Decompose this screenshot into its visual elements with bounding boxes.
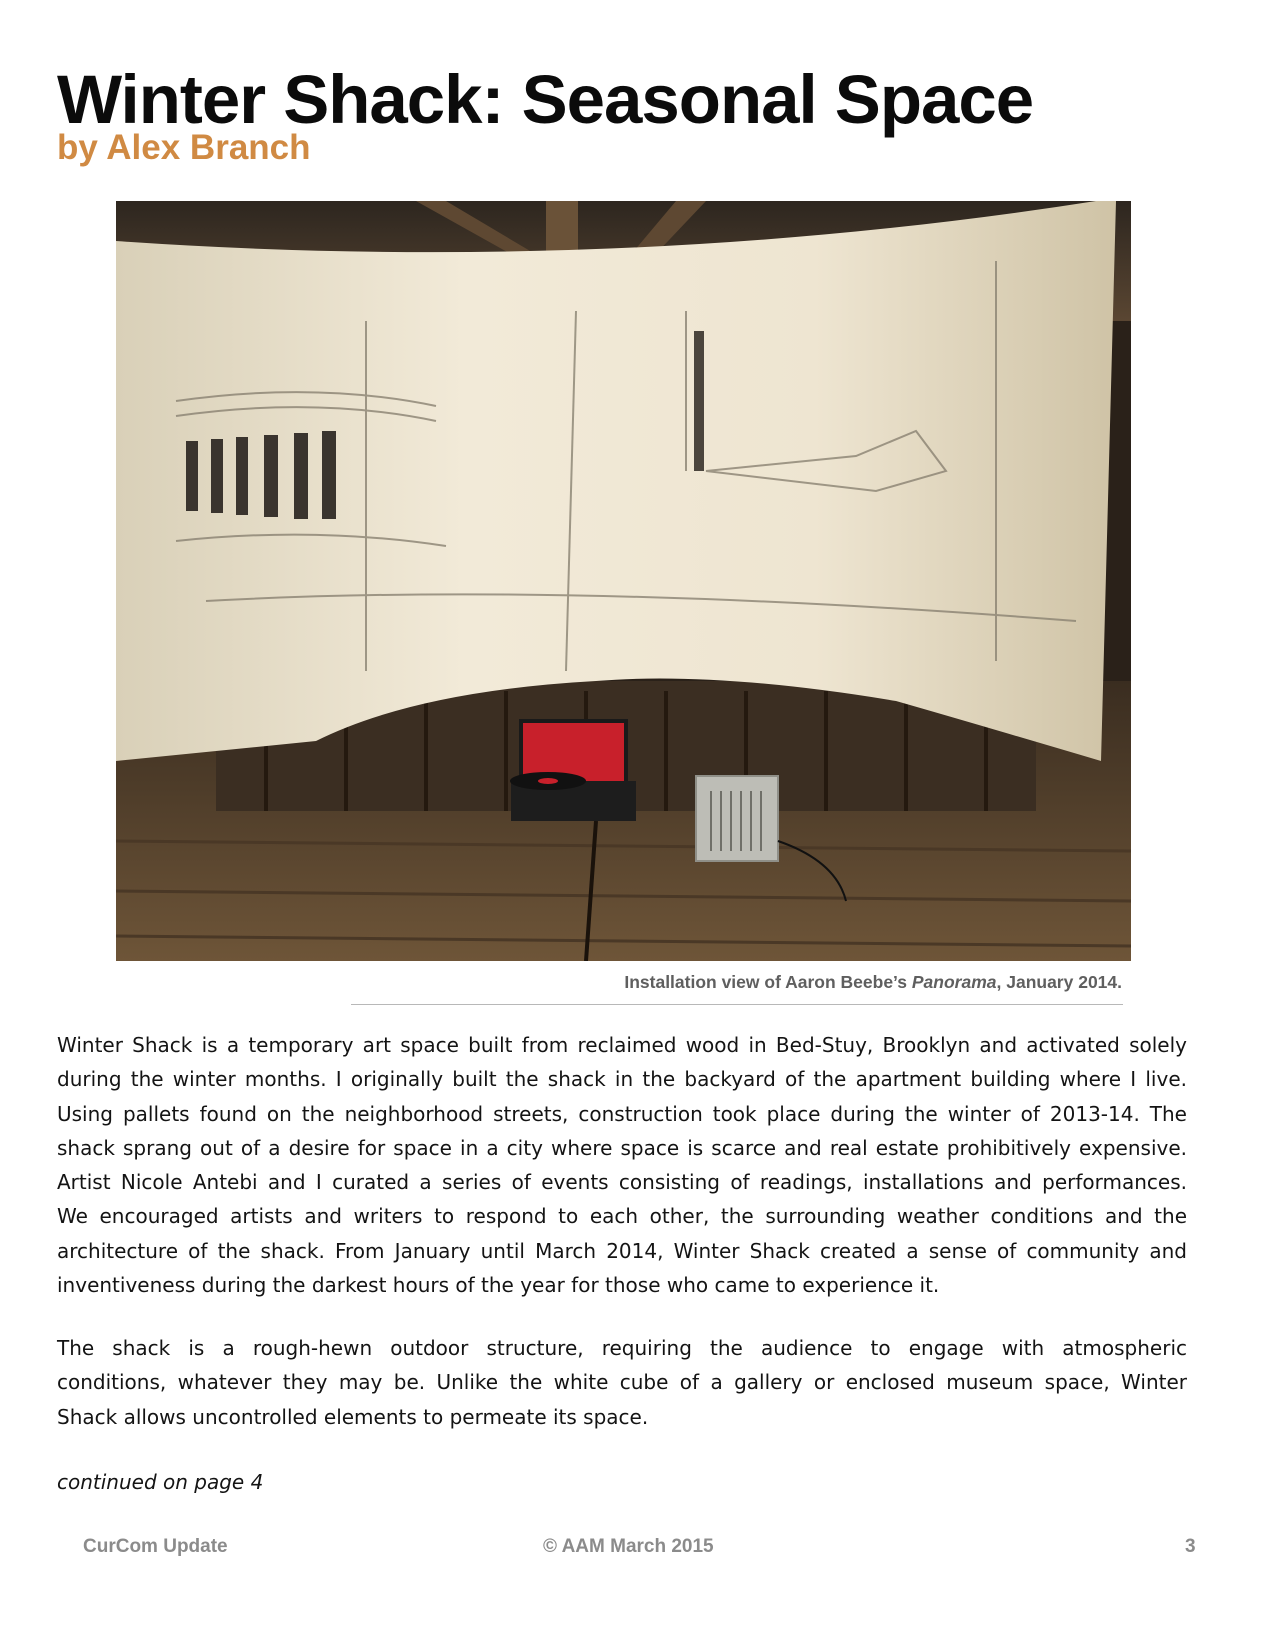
paragraph-line: Shack allows uncontrolled elements to permeate its space. [57,1404,649,1429]
body-paragraph-1 [57,1028,1187,1302]
footer-publication: CurCom Update [83,1536,228,1557]
paragraph-line: shack sprang out of a desire for space in a city where space is scarce and real estate prohibitively expensive. [57,1135,1187,1160]
paragraph-line: We encouraged artists and writers to respond to each other, the surrounding weather conditions and the [57,1204,1187,1229]
paragraph-line: Winter Shack is a temporary art space built from reclaimed wood in Bed-Stuy, Brooklyn and activated solely [57,1033,1187,1057]
paragraph-line: conditions, whatever they may be. Unlike the white cube of a gallery or enclosed museum space, Winter [57,1370,1187,1395]
continued-note: continued on page 4 [57,1470,264,1494]
article-title: Winter Shack: Seasonal Space [57,61,1034,138]
paragraph-line: Artist Nicole Antebi and I curated a series of events consisting of readings, installations and performances. [57,1170,1187,1195]
paragraph-line: architecture of the shack. From January until March 2014, Winter Shack created a sense of community and [57,1238,1187,1263]
paragraph-line: Using pallets found on the neighborhood streets, construction took place during the winter of 2013-14. The [57,1101,1187,1126]
footer-copyright: © AAM March 2015 [543,1536,714,1557]
caption-work-title: Panorama [911,972,997,992]
paragraph-line: The shack is a rough-hewn outdoor structure, requiring the audience to engage with atmospheric [57,1336,1187,1360]
caption-prefix: Installation view of Aaron Beebe’s [624,972,912,992]
body-paragraph-2 [57,1331,1187,1434]
installation-photo [116,201,1131,961]
photo-caption [350,972,1122,994]
caption-suffix: , January 2014. [996,972,1122,992]
footer-page-number: 3 [1185,1536,1196,1557]
article-byline: by Alex Branch [57,128,311,167]
caption-divider [351,1004,1123,1005]
paragraph-line: during the winter months. I originally built the shack in the backyard of the apartment building where I live. [57,1067,1187,1092]
paragraph-line: inventiveness during the darkest hours of the year for those who came to experience it. [57,1273,940,1298]
